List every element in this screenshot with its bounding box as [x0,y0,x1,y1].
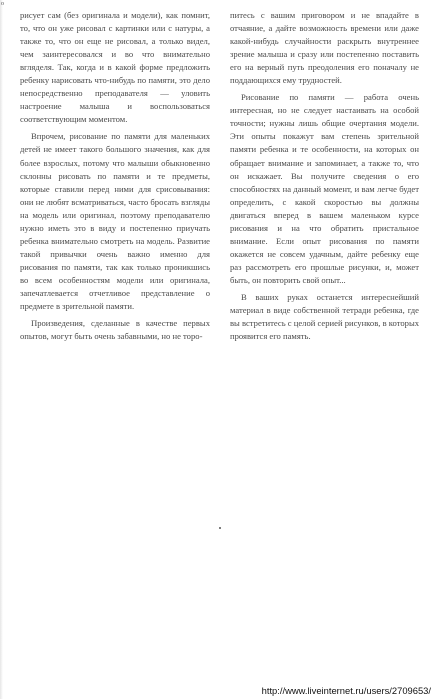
page-number: o [1,1,4,7]
source-watermark-url: http://www.liveinternet.ru/users/2709653/ [261,685,431,696]
right-text-column [230,9,419,343]
paragraph: Рисование по памяти — работа очень интересная, но не следует настаивать на особой точности; нужны лишь общие очертания модели. Эти опыты покажут вам степень зрительной памяти ребенка и те особенности, на которых он обращает внимание и запоминает, а также то, что он искажает. Вы получите сведения о его способностях на данный момент, и вам легче будет определить, с какой скоростью вы должны двигаться вперед в вашем маленьком курсе рисования и на что обратить пристальное внимание. Если опыт рисования по памяти окажется не совсем удачным, дайте ребенку еще раз рассмотреть его прошлые рисунки, и, может быть, он повторить свой опыт... [230,92,419,285]
paragraph: рисует сам (без оригинала и модели), как помнит, то, что он уже рисовал с картинки или с натуры, а также то, что он еще не рисовал, а только видел, чем заинтересовался и во что внимательно вгляделя. Так, когда и в какой форме предложить ребенку нарисовать что-нибудь по памяти, это дело непосредственно преподавателя — уловить настроение малыша и воспользоваться соответствующим моментом. [20,10,210,125]
paragraph: питесь с вашим приговором и не впадайте в отчаяние, а дайте возможность времени или даже какой-нибудь случайности раскрыть внутреннее зрение малыша и сразу или постепенно поставить его на верный путь преодоления его поначалу не поддающихся ему трудностей. [230,10,419,86]
left-text-column [20,9,210,343]
paragraph: Впрочем, рисование по памяти для маленьких детей не имеет такого большого значения, как для более взрослых, потому что малыши обыкновенно склонны рисовать по памяти и те предметы, которые ставили перед ними для срисовывания: они не любят всматриваться, часто бросать взгляды на модель или оригинал, поэтому преподавателю нужно иметь это в виду и постепенно приучать ребенка внимательно смотреть на модель. Развитие такой привычки очень важно именно для рисования по памяти, так как только проникшись во всем особенностям модели или оригинала, запечатлевается отчетливое представление о предмете в зрительной памяти. [20,131,210,312]
paragraph: В ваших руках останется интереснейший материал в виде собственной тетради ребенка, где вы встретитесь с целой серией рисунков, в которых проявится его память. [230,291,420,342]
page-edge-shadow [0,0,3,699]
page-dot [219,527,221,529]
paragraph: Произведения, сделанные в качестве первых опытов, могут быть очень забавными, но не торо- [20,318,210,342]
